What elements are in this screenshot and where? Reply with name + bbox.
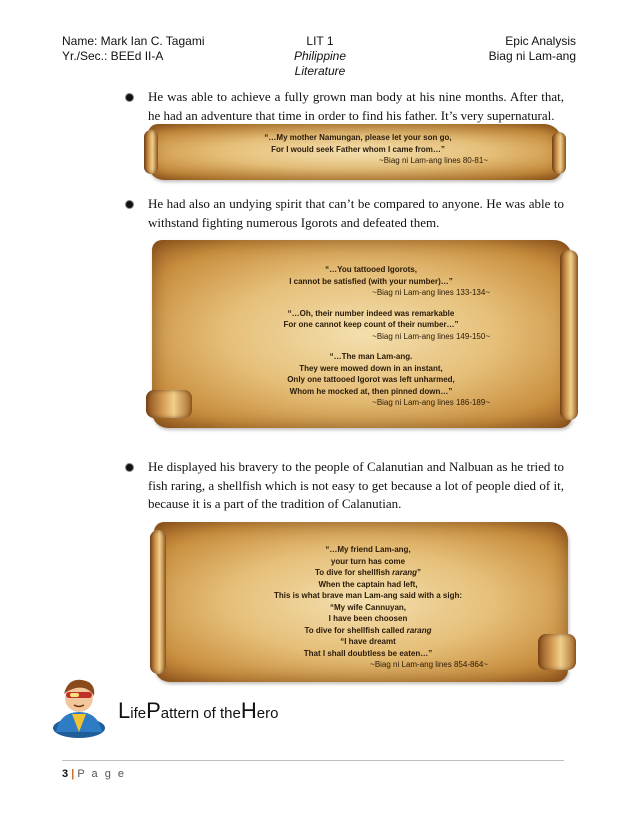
scroll-roll-right [560,250,578,420]
quote-line: “My wife Cannuyan, [329,602,406,612]
scroll-roll-right [552,132,566,174]
bullet-item [126,88,564,125]
page-number: 3 [62,768,69,780]
bullet-text: He had also an undying spirit that can’t be compared to anyone. He was able to withstand fighting numerous Igorots and defeated them. [148,196,564,230]
quote-line: Whom he mocked at, then pinned down…” [289,386,453,396]
scroll-roll-right [538,634,576,670]
footer-divider [62,760,564,761]
quote-line: I have been choosen [328,614,408,623]
quote-line: “…Oh, their number indeed was remarkable [287,308,455,318]
quote-line: For one cannot keep count of their number…” [283,320,459,329]
quote-line: That I shall doubtless be eaten…” [303,648,433,658]
quote-line: They were mowed down in an instant, [299,363,443,373]
quote-citation: ~Biag ni Lam-ang lines 149-150~ [372,331,490,341]
year-section: Yr./Sec.: BEEd II-A [62,49,164,63]
quote-line: For I would seek Father whom I came from…” [271,144,445,154]
quote-citation: ~Biag ni Lam-ang lines 186-189~ [372,398,490,407]
quote-line: This is what brave man Lam-ang said with a sigh: [273,591,463,600]
bullet-icon [126,201,133,208]
quote-line: your turn has come [330,556,406,566]
quote-citation: ~Biag ni Lam-ang lines 854-864~ [370,660,488,669]
quote-line: Only one tattooed Igorot was left unharmed, [287,375,455,384]
epic-title: Biag ni Lam-ang [488,49,576,63]
quote-block [252,264,490,409]
document-type: Epic Analysis [505,34,576,48]
quote-line: “…The man Lam-ang. [329,352,413,361]
bullet-text: He displayed his bravery to the people of Calanutian and Nalbuan as he tried to fish raring, a shellfish which is not easy to get because a lot of people died of it, because it is a part of the tradition of Calanutian. [148,459,564,511]
page-label: P a g e [77,768,126,780]
quote-scroll-2 [152,240,572,428]
header-right [489,34,576,64]
quote-scroll-3 [154,522,568,682]
header-left [62,34,205,64]
quote-line: “I have dreamt [340,637,396,646]
bullet-item [126,458,564,514]
quote-line: “…My friend Lam-ang, [325,545,411,554]
quote-line: “…You tattooed Igorots, [325,265,417,274]
page-footer [62,768,126,780]
bullet-text: He was able to achieve a fully grown man body at his nine months. After that, he had an adventure that time in order to find his father. It’s very supernatural. [148,89,564,123]
bullet-item [126,195,564,232]
quote-citation: ~Biag ni Lam-ang lines 80-81~ [379,156,488,165]
quote-line: To dive for shellfish rarang” [314,568,422,577]
quote-line: When the captain had left, [318,579,418,589]
subject-name: Philippine Literature [293,49,347,78]
hero-character-icon [48,672,110,738]
quote-block [248,544,488,671]
section-title: LifePattern of theHero [118,698,279,723]
quote-scroll-1 [148,124,562,180]
course-code: LIT 1 [306,34,334,48]
quote-line: I cannot be satisfied (with your number)…” [289,276,453,286]
scroll-roll-left [146,390,192,418]
quote-citation: ~Biag ni Lam-ang lines 133-134~ [372,288,490,297]
student-name: Name: Mark Ian C. Tagami [62,34,205,48]
quote-block [228,132,488,167]
header-center [270,34,370,79]
bullet-icon [126,464,133,471]
footer-separator: | [71,768,75,780]
scroll-roll-left [150,530,166,674]
quote-line: “…My mother Namungan, please let your son go, [264,133,452,142]
quote-line: To dive for shellfish called rarang [304,625,432,635]
scroll-roll-left [144,130,158,174]
bullet-icon [126,94,133,101]
